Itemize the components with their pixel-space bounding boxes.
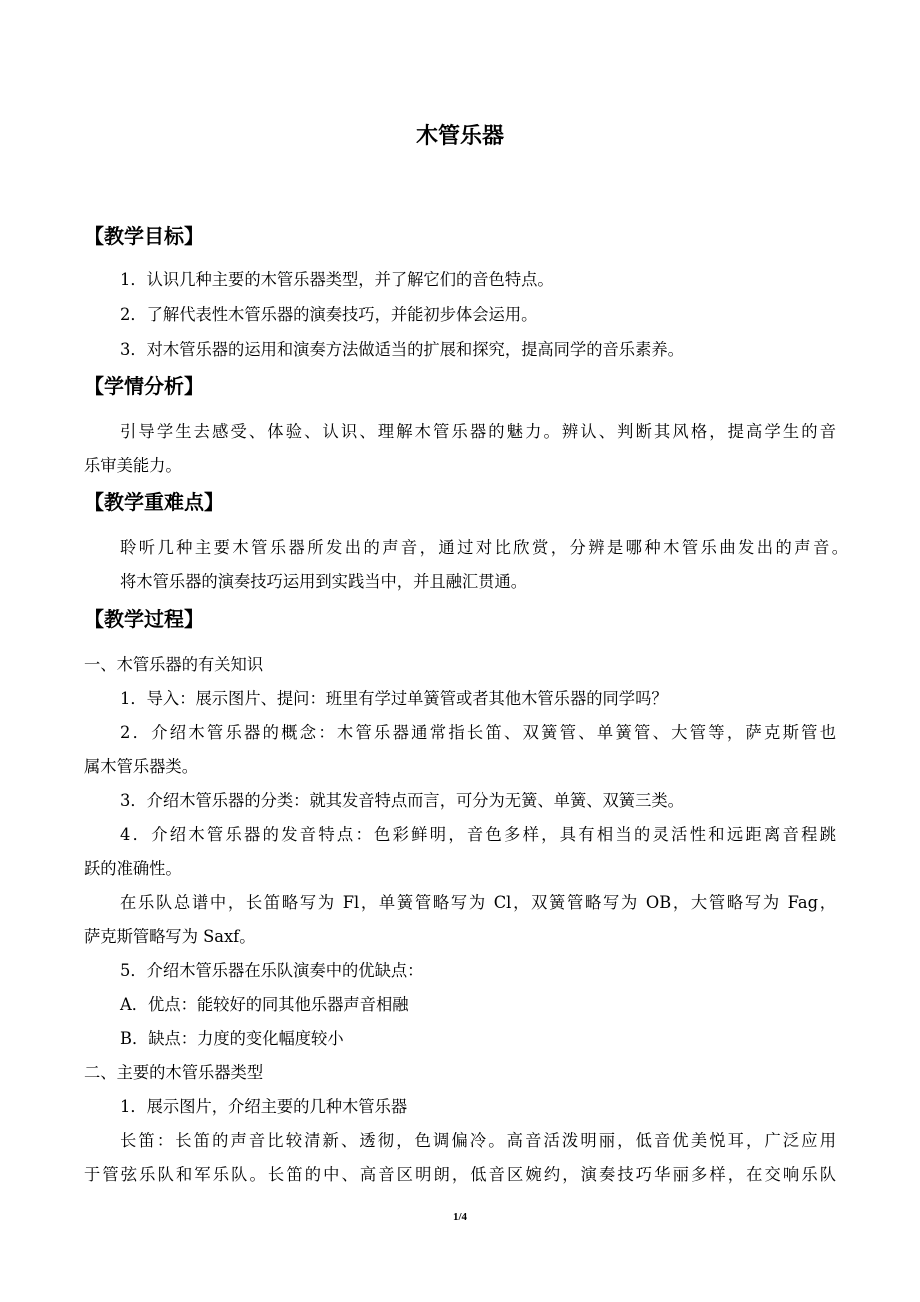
process-part1-title: 一、木管乐器的有关知识 [84,655,264,674]
objective-item-2: 2．了解代表性木管乐器的演奏技巧，并能初步体会运用。 [120,305,538,324]
objective-item-3: 3．对木管乐器的运用和演奏方法做适当的扩展和探究，提高同学的音乐素养。 [120,340,684,359]
process-part1-features-line-2: 跃的准确性。 [84,859,182,878]
objective-item-1: 1．认识几种主要的木管乐器类型，并了解它们的音色特点。 [120,270,554,289]
process-part2-flute-line-2: 于管弦乐队和军乐队。长笛的中、高音区明朗，低音区婉约，演奏技巧华丽多样，在交响乐队 [84,1165,836,1184]
process-part1-classification: 3．介绍木管乐器的分类：就其发音特点而言，可分为无簧、单簧、双簧三类。 [120,791,684,810]
analysis-text-line-2: 乐审美能力。 [84,456,182,475]
process-part1-intro: 1．导入：展示图片、提问：班里有学过单簧管或者其他木管乐器的同学吗？ [120,689,668,708]
analysis-text-line-1: 引导学生去感受、体验、认识、理解木管乐器的魅力。辨认、判断其风格，提高学生的音 [120,422,836,441]
process-part2-intro: 1．展示图片，介绍主要的几种木管乐器 [120,1097,408,1116]
key-point-item-1: 聆听几种主要木管乐器所发出的声音，通过对比欣赏，分辨是哪种木管乐曲发出的声音。 [120,538,848,557]
heading-student-analysis: 【学情分析】 [84,374,204,398]
document-title: 木管乐器 [415,124,504,149]
process-part1-cons: B．缺点：力度的变化幅度较小 [120,1029,344,1048]
key-point-item-2: 将木管乐器的演奏技巧运用到实践当中，并且融汇贯通。 [120,572,528,591]
process-part1-pros-cons: 5．介绍木管乐器在乐队演奏中的优缺点： [120,961,424,980]
process-part1-concept-line-1: 2．介绍木管乐器的概念：木管乐器通常指长笛、双簧管、单簧管、大管等，萨克斯管也 [120,723,836,742]
process-part1-pros: A．优点：能较好的同其他乐器声音相融 [120,995,409,1014]
heading-key-points: 【教学重难点】 [84,490,224,514]
process-part2-flute-line-1: 长笛：长笛的声音比较清新、透彻，色调偏冷。高音活泼明丽，低音优美悦耳，广泛应用 [120,1131,836,1150]
process-part2-title: 二、主要的木管乐器类型 [84,1063,264,1082]
process-part1-concept-line-2: 属木管乐器类。 [84,757,198,776]
process-part1-abbr-line-1: 在乐队总谱中，长笛略写为 Fl，单簧管略写为 Cl，双簧管略写为 OB，大管略写为 Fag， [120,893,836,912]
page-number: 1/4 [452,1211,468,1223]
heading-teaching-objectives: 【教学目标】 [84,224,204,248]
process-part1-features-line-1: 4．介绍木管乐器的发音特点：色彩鲜明，音色多样，具有相当的灵活性和远距离音程跳 [120,825,836,844]
process-part1-abbr-line-2: 萨克斯管略写为 Saxf。 [84,927,256,946]
heading-teaching-process: 【教学过程】 [84,607,204,631]
